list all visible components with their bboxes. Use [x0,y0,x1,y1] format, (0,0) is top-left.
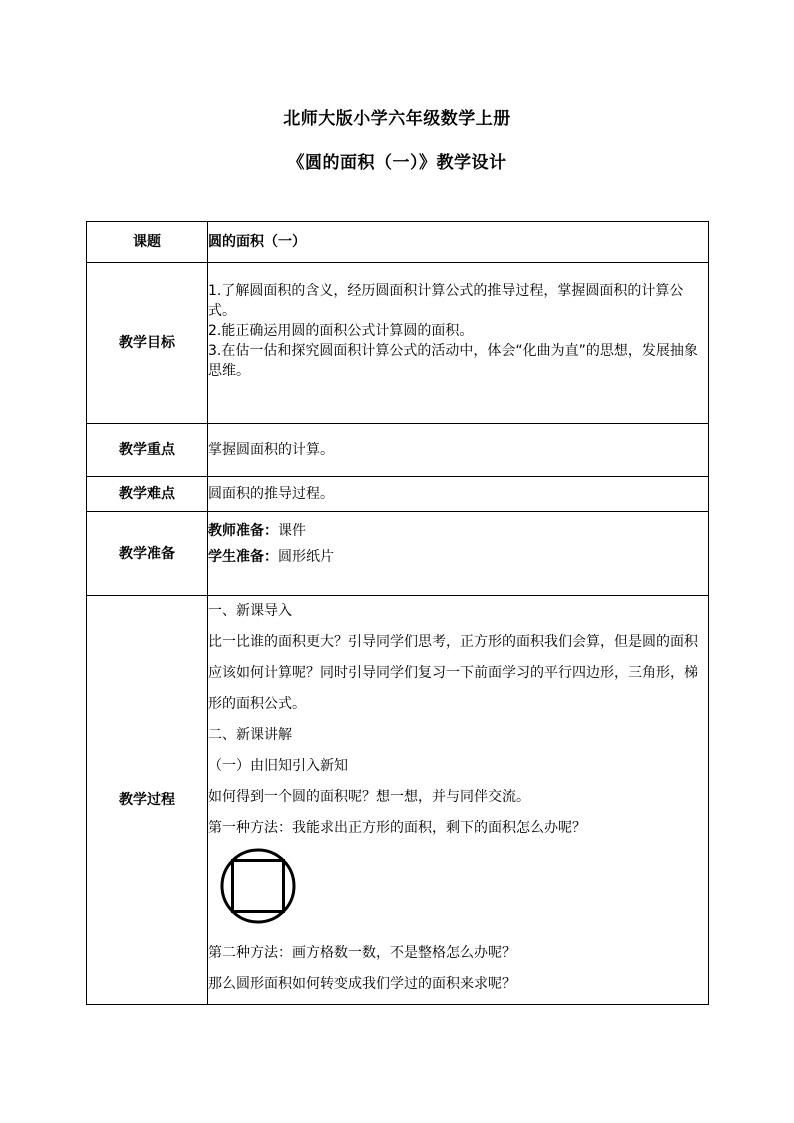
prep-teacher [208,518,708,544]
topic-label: 课题 [87,222,208,263]
goal-item: 2.能正确运用圆的面积公式计算圆的面积。 [208,323,474,339]
document-subtitle: 《圆的面积（一）》教学设计 [287,153,507,173]
section-heading: 二、新课讲解 [208,727,292,743]
lesson-plan-table [86,221,709,1005]
prep-student [208,544,708,570]
topic-value: 圆的面积（一） [208,222,709,263]
goals-content [208,263,709,424]
circle-square-figure [208,846,708,938]
process-label: 教学过程 [87,596,208,1005]
prep-content [208,512,709,596]
subsection-heading: （一）由旧知引入新知 [208,758,348,774]
row-topic [87,222,709,263]
prep-label: 教学准备 [87,512,208,596]
goal-item: 1.了解圆面积的含义，经历圆面积计算公式的推导过程，掌握圆面积的计算公式。 [208,283,684,319]
difficulty-label: 教学难点 [87,477,208,512]
keypoint-label: 教学重点 [87,424,208,477]
row-process [87,596,709,1005]
prep-teacher-label: 教师准备： [208,523,278,539]
row-prep [87,512,709,596]
goals-label: 教学目标 [87,263,208,424]
prep-teacher-value: 课件 [278,523,306,539]
keypoint-value: 掌握圆面积的计算。 [208,424,709,477]
process-line: 第一种方法：我能求出正方形的面积，剩下的面积怎么办呢？ [208,820,586,836]
section-heading: 一、新课导入 [208,603,292,619]
document-title: 北师大版小学六年级数学上册 [283,109,511,129]
difficulty-value: 圆面积的推导过程。 [208,477,709,512]
prep-student-label: 学生准备： [208,549,278,565]
row-difficulty [87,477,709,512]
process-content [208,596,709,1005]
circle-inscribed-square-diagram [218,846,298,926]
square-shape [233,861,284,912]
prep-student-value: 圆形纸片 [278,549,334,565]
process-line: 如何得到一个圆的面积呢？想一想，并与同伴交流。 [208,789,530,805]
row-keypoint [87,424,709,477]
section-paragraph: 比一比谁的面积更大？引导同学们思考，正方形的面积我们会算，但是圆的面积应该如何计算呢？同时引导同学们复习一下前面学习的平行四边形，三角形，梯形的面积公式。 [208,634,698,712]
process-line: 那么圆形面积如何转变成我们学过的面积来求呢？ [208,976,516,992]
goal-item: 3.在估一估和探究圆面积计算公式的活动中，体会“化曲为直”的思想，发展抽象思维。 [208,343,698,379]
row-goals [87,263,709,424]
process-line: 第二种方法：画方格数一数，不是整格怎么办呢？ [208,945,516,961]
